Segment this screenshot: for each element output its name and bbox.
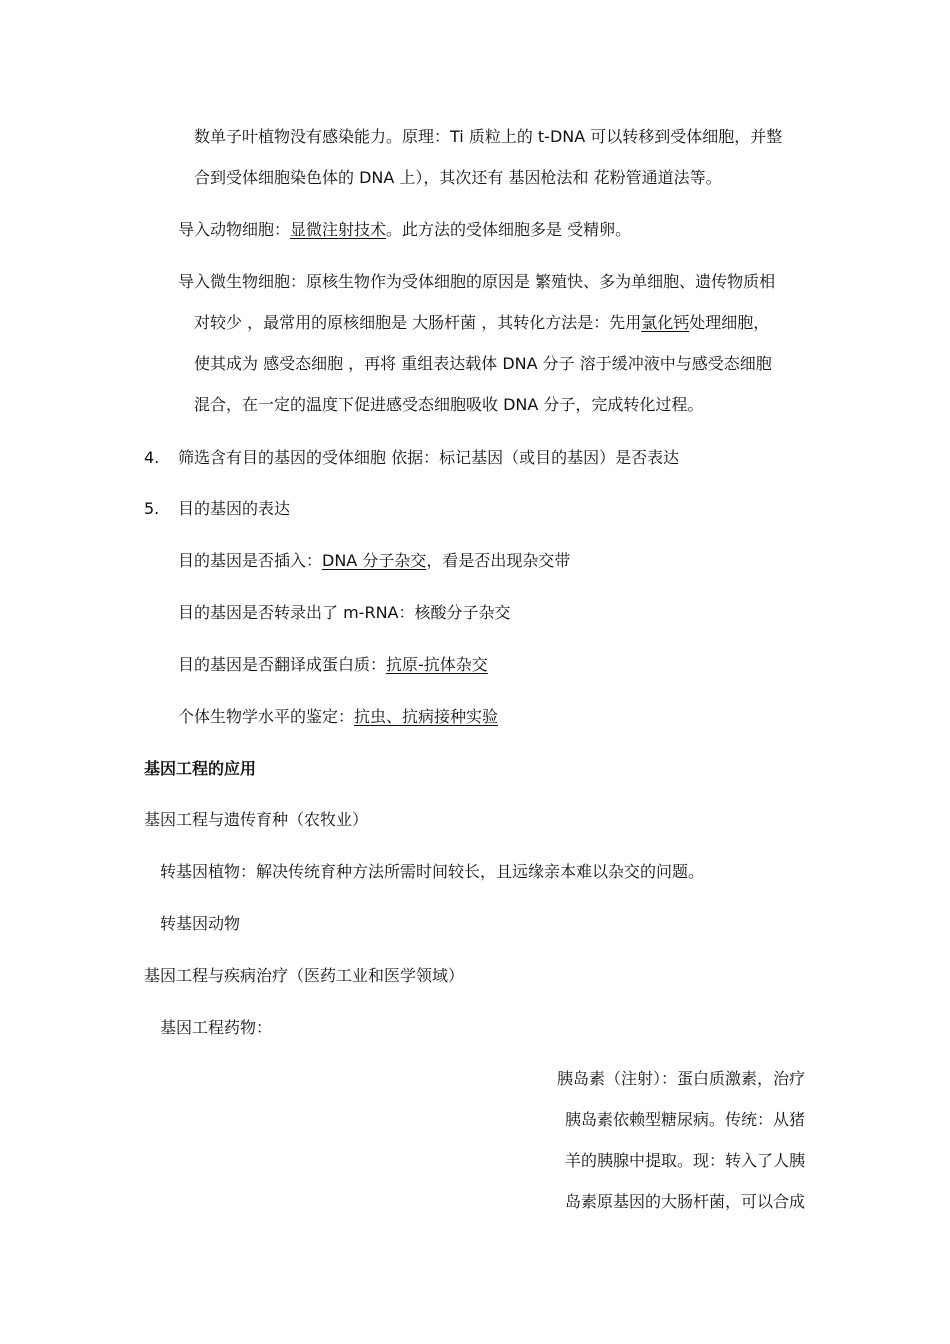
step-4-number: 4. [144,448,160,467]
calcium-chloride: 氯化钙 [641,313,690,332]
detect-translate-method: 抗原-抗体杂交 [386,655,488,674]
microbe-line-1: 导入微生物细胞：原核生物作为受体细胞的原因是 繁殖快、多为单细胞、遗传物质相 [178,272,776,291]
detect-transcribe: 目的基因是否转录出了 m-RNA：核酸分子杂交 [178,603,511,622]
paragraph-line: 合到受体细胞染色体的 DNA 上），其次还有 基因枪法和 花粉管通道法等。 [194,168,722,187]
insulin-line-2: 胰岛素依赖型糖尿病。传统：从猪 [564,1110,805,1129]
microbe-line-2-text: 对较少 ，最常用的原核细胞是 大肠杆菌 ，其转化方法是：先用 [194,313,642,332]
microbe-line-4: 混合，在一定的温度下促进感受态细胞吸收 DNA 分子，完成转化过程。 [194,395,704,414]
insulin-line-3: 羊的胰腺中提取。现：转入了人胰 [564,1151,805,1170]
step-4-text: 筛选含有目的基因的受体细胞 依据：标记基因（或目的基因）是否表达 [178,448,680,467]
subheading-therapy: 基因工程与疾病治疗（医药工业和医学领域） [144,966,465,985]
insulin-line-4: 岛素原基因的大肠杆菌，可以合成 [564,1192,805,1211]
step-5-number: 5. [144,499,160,518]
animal-prefix: 导入动物细胞： [178,220,291,239]
animal-suffix: 。此方法的受体细胞多是 受精卵。 [386,220,632,239]
detect-individual-prefix: 个体生物学水平的鉴定： [178,707,355,726]
detect-translate [178,654,488,676]
insulin-line-1: 胰岛素（注射）：蛋白质激素，治疗 [556,1069,805,1088]
subheading-breeding: 基因工程与遗传育种（农牧业） [144,810,369,829]
detect-insert [178,550,570,572]
detect-individual [178,706,498,728]
detect-insert-suffix: ，看是否出现杂交带 [426,551,571,570]
paragraph-line: 数单子叶植物没有感染能力。原理：Ti 质粒上的 t-DNA 可以转移到受体细胞，并整 [194,127,783,146]
animal-cell-line [178,219,631,241]
microbe-line-2 [194,312,769,334]
detect-translate-prefix: 目的基因是否翻译成蛋白质： [178,655,387,674]
gene-drugs: 基因工程药物： [160,1018,273,1037]
detect-insert-method: DNA 分子杂交 [322,551,427,570]
transgenic-animals: 转基因动物 [160,914,241,933]
microbe-line-3: 使其成为 感受态细胞 ，再将 重组表达载体 DNA 分子 溶于缓冲液中与感受态细胞 [194,354,772,373]
animal-method: 显微注射技术 [290,220,387,239]
microbe-line-2-suffix: 处理细胞， [689,313,770,332]
step-5-text: 目的基因的表达 [178,499,291,518]
detect-individual-method: 抗虫、抗病接种实验 [354,707,499,726]
transgenic-plants: 转基因植物：解决传统育种方法所需时间较长，且远缘亲本难以杂交的问题。 [160,862,705,881]
detect-insert-prefix: 目的基因是否插入： [178,551,323,570]
section-heading: 基因工程的应用 [144,759,257,778]
